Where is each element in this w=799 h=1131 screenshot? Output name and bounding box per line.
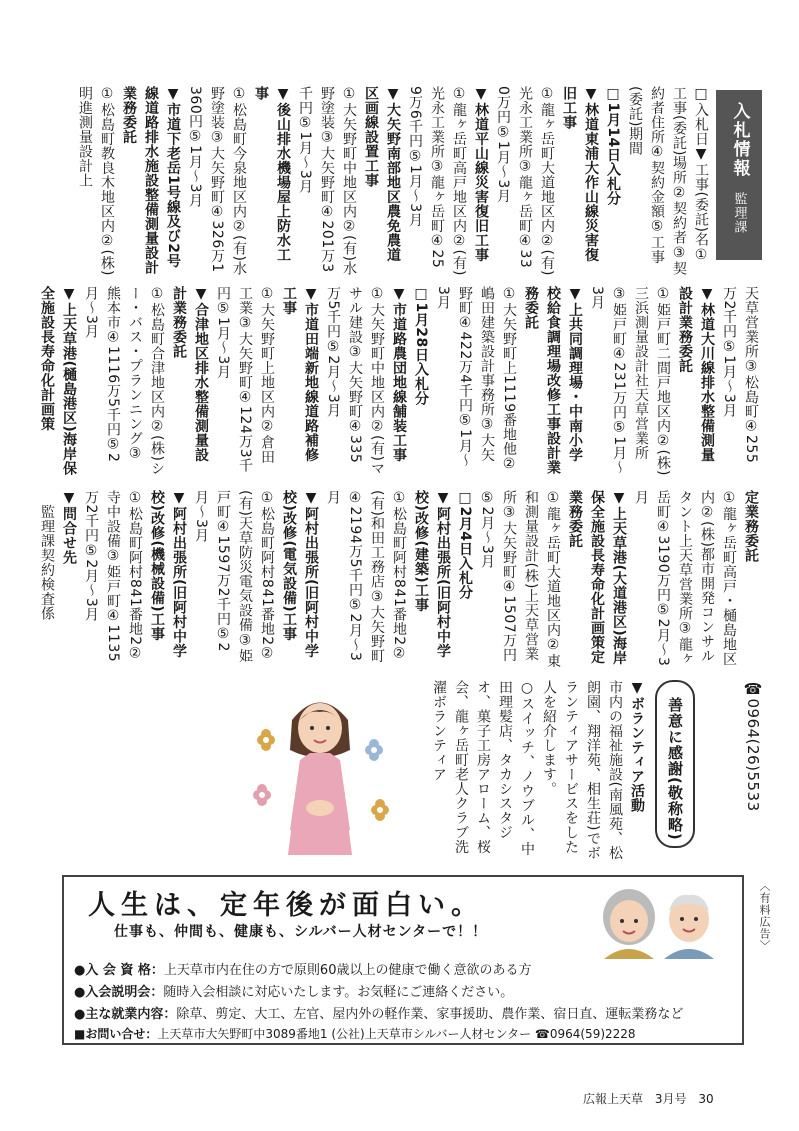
flower-icon xyxy=(365,739,383,761)
flower-icon xyxy=(371,799,389,821)
bid-info-column-1 xyxy=(62,86,712,276)
ad-subtitle: 仕事も、仲間も、健康も、シルバー人材センターで！！ xyxy=(114,924,488,940)
item-heading: ▼大矢野南部地区農免農道区画線設置工事 xyxy=(363,86,401,262)
section-title: 入札情報 xyxy=(729,102,750,178)
ad-row: ●入会説明会：随時入会相談に対応いたします。お気軽にご連絡ください。 xyxy=(74,985,514,1000)
woman-illustration xyxy=(240,680,400,865)
item-text: 天草営業所③松島町④255万2千円⑤1月〜3月 xyxy=(721,286,759,464)
item-text: ①松島町教良木地区内②(株)明進測量設計上 xyxy=(77,86,115,276)
item-text: ①大矢野町上1119番地他②嶋田建築設計事務所③大矢野町④422万4千円⑤1月〜3月 xyxy=(435,286,517,473)
item-heading: □2月4日入札分 xyxy=(457,490,473,600)
item-text: ①龍ヶ岳町大道地区内②東和測量設計(株)上天草営業所③大矢野町④1507万円⑤2月〜3月 xyxy=(479,490,561,668)
item-heading: ▼阿村出張所(旧阿村中学校)改修(機械設備)工事 xyxy=(149,490,187,659)
contact-phone: ☎0964(26)5533 xyxy=(744,680,762,812)
item-text: 市内の福祉施設(南風苑、松朗園、翔洋苑、相生荘)でボランティアサービスをした人を紹介します。 xyxy=(541,680,623,860)
item-heading: □1月28日入札分 xyxy=(413,286,429,406)
item-text: ○スイッチ、ノウブル、中田理髪店、タカシスタジオ、菓子工房アローム、桜会、龍ヶ岳町老人クラブ洗濯ボランティア xyxy=(431,680,535,856)
item-heading: ▼林道東浦大作山線災害復旧工事 xyxy=(561,86,599,262)
item-text: ①龍ヶ岳町高戸・樋島地区内②(株)都市開発コンサルタント上天草営業所③龍ヶ岳町④3190万円⑤2月〜3月 xyxy=(633,490,737,667)
item-heading: ▼上天草港(樋島港区)海岸保全施設長寿命化計画策 xyxy=(39,286,77,476)
item-heading: ▼合津地区排水整備測量設計業務委託 xyxy=(171,286,209,462)
ad-note: 〈有料広告〉 xyxy=(758,880,771,952)
item-text: ①松島町阿村841番地2②(有)和田工務店③大矢野町④2194万5千円⑤2月〜3月 xyxy=(325,490,407,664)
issue-label: 3月号 xyxy=(654,1092,687,1106)
section-label xyxy=(716,90,762,260)
section-dept: 監理課 xyxy=(731,192,747,234)
item-heading: ▼後山排水機場屋上防水工事 xyxy=(253,86,291,262)
bid-info-column-3 xyxy=(39,490,762,670)
kansha-title-box: 善意に感謝(敬称略) xyxy=(655,680,695,848)
item-text: ①松島町今泉地区内②(有)水野塗装③大矢野町④326万1360円⑤1月〜3月 xyxy=(187,86,247,276)
item-heading: ▼市道下老岳1号線及び2号線道路排水施設整備測量設計業務委託 xyxy=(121,86,181,275)
item-text: ①姫戸町二間戸地区内②(株)三浜測量設計社天草営業所③姫戸町④231万円⑤1月〜3月 xyxy=(589,286,671,476)
item-text: ①大矢野町上地区内②倉田工業③大矢野町④124万3千円⑤1月〜3月 xyxy=(215,286,275,473)
item-heading: ▼林道大川線排水整備測量設計業務委託 xyxy=(677,286,715,462)
flower-icon xyxy=(257,729,275,751)
item-text: ①松島町阿村841番地2②寺中設備③姫戸町④1135万2千円⑤2月〜3月 xyxy=(83,490,143,663)
item-heading: ▼市道田端新地線道路補修工事 xyxy=(281,286,319,462)
silver-center-ad xyxy=(62,875,744,1045)
item-text: ①大矢野町中地区内②(有)水野塗装③大矢野町④201万3千円⑤1月〜3月 xyxy=(297,86,357,276)
item-text: ①龍ヶ岳町大道地区内②(有)光永工業所③龍ヶ岳町④330万円⑤1月〜3月 xyxy=(495,86,555,276)
page-footer xyxy=(575,1090,714,1107)
item-heading: ▼市道路農団地線舗装工事 xyxy=(391,286,407,462)
page-number: 30 xyxy=(698,1092,714,1106)
item-heading: ▼阿村出張所(旧阿村中学校)改修(電気設備)工事 xyxy=(281,490,319,659)
magazine-name: 広報上天草 xyxy=(583,1092,644,1106)
item-text: 監理課契約検査係 xyxy=(39,490,55,621)
ad-row: ●主な就業内容：除草、剪定、大工、左官、屋内外の軽作業、家事援助、農作業、宿日直、運転業務など xyxy=(74,1007,684,1022)
item-text: ①大矢野町中地区内②(有)マサル建設③大矢野町④335万5千円⑤2月〜3月 xyxy=(325,286,385,476)
item-heading: ▼問合せ先 xyxy=(61,490,77,565)
ad-row: ■お問い合せ：上天草市大矢野町中3089番地1 (公社)上天草市シルバー人材センター ☎0964(59)2228 xyxy=(74,1027,636,1041)
bid-info-column-2 xyxy=(39,286,762,476)
item-text: ①松島町阿村841番地2②(有)天草防災電気設備③姫戸町④1597万2千円⑤2月〜3月 xyxy=(193,490,275,664)
ad-title: 人生は、定年後が面白い。 xyxy=(88,890,484,921)
item-text: ①松島町合津地区内②(株)シー・バス・プランニング③熊本市④1116万5千円⑤2月〜3月 xyxy=(83,286,165,476)
flower-icon xyxy=(253,784,271,806)
volunteer-section xyxy=(420,680,648,860)
elderly-couple-illustration xyxy=(584,881,734,959)
item-text: □入札日▼工事(委託)名①工事(委託)場所②契約者③契約者住所④契約金額⑤工事(委託)期間 xyxy=(627,86,709,276)
item-heading: ▼ボランティア活動 xyxy=(629,680,645,813)
item-heading: ▼上天草港(大道港区)海岸保全施設長寿命化計画策定業務委託 xyxy=(567,490,627,666)
item-heading: 定業務委託 xyxy=(743,490,759,563)
item-heading: □1月14日入札分 xyxy=(605,86,621,206)
ad-row: ●入 会 資 格：上天草市内在住の方で原則60歳以上の健康で働く意欲のある方 xyxy=(74,963,532,978)
item-text: ①龍ヶ岳町高戸地区内②(有)光永工業所③龍ヶ岳町④259万6千円⑤1月〜3月 xyxy=(407,86,467,276)
item-heading: ▼林道平山線災害復旧工事 xyxy=(473,86,489,262)
item-heading: ▼阿村出張所(旧阿村中学校)改修(建築)工事 xyxy=(413,490,451,659)
item-heading: ▼上共同調理場・中南小学校給食調理場改修工事設計業務委託 xyxy=(523,286,583,475)
